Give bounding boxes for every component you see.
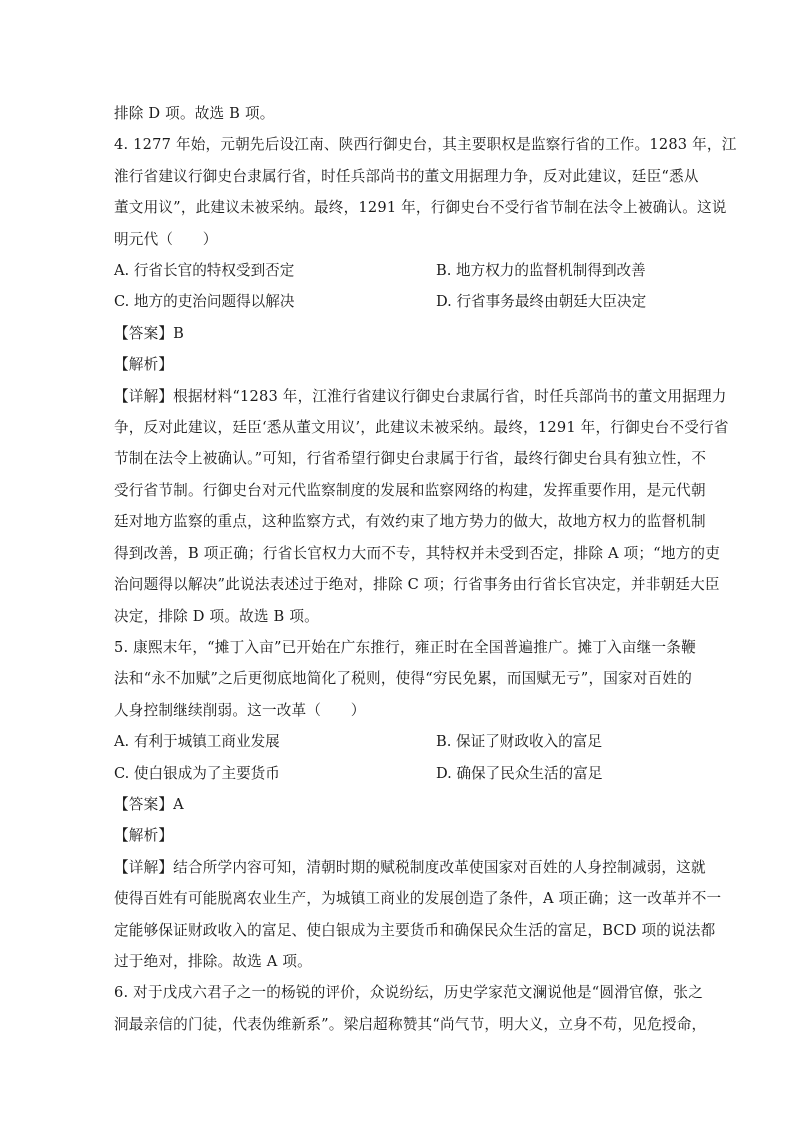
document-page [114, 98, 737, 1040]
q4-detail-line: 【详解】根据材料“1283 年，江淮行省建议行御史台隶属行省，时任兵部尚书的董文用据理力 [114, 387, 727, 405]
text-line: 排除 D 项。故选 B 项。 [114, 105, 275, 122]
q4-option-a: A. 行省长官的特权受到否定 [114, 262, 295, 280]
q5-answer: 【答案】A [114, 795, 184, 813]
q5-option-d: D. 确保了民众生活的富足 [436, 764, 603, 782]
q4-detail-line: 节制在法令上被确认。”可知，行省希望行御史台隶属于行省，最终行御史台具有独立性，不 [114, 450, 707, 468]
q4-detail-line: 得到改善，B 项正确；行省长官权力大而不专，其特权并未受到否定，排除 A 项；“地方的吏 [114, 544, 721, 562]
text-line: 淮行省建议行御史台隶属行省，时任兵部尚书的董文用据理力争，反对此建议，廷臣“悉从 [114, 167, 699, 185]
q4-option-d: D. 行省事务最终由朝廷大臣决定 [436, 293, 647, 311]
q5-option-c: C. 使白银成为了主要货币 [114, 764, 280, 782]
q5-option-b: B. 保证了财政收入的富足 [436, 733, 602, 751]
q5-option-a: A. 有利于城镇工商业发展 [114, 733, 280, 751]
q4-detail-line: 受行省节制。行御史台对元代监察制度的发展和监察网络的构建，发挥重要作用，是元代朝 [114, 481, 706, 499]
q4-detail-line: 廷对地方监察的重点，这种监察方式，有效约束了地方势力的做大，故地方权力的监督机制 [114, 513, 706, 531]
question-5-stem: 5. 康熙末年，“摊丁入亩”已开始在广东推行，雍正时在全国普遍推广。摊丁入亩继一条鞭 [114, 638, 696, 656]
text-line: 法和“永不加赋”之后更彻底地简化了税则，使得“穷民免累，而国赋无亏”，国家对百姓的 [114, 670, 693, 688]
question-4-stem: 4. 1277 年始，元朝先后设江南、陕西行御史台，其主要职权是监察行省的工作。1283 年，江 [114, 136, 737, 154]
q4-option-c: C. 地方的吏治问题得以解决 [114, 293, 295, 311]
text-line: 洞最亲信的门徒，代表伪维新系”。梁启超称赞其“尚气节，明大义，立身不苟，见危授命， [114, 1015, 707, 1033]
q4-answer: 【答案】B [114, 324, 185, 342]
text-line: 董文用议”，此建议未被采纳。最终，1291 年，行御史台不受行省节制在法令上被确认。这说 [114, 199, 727, 217]
q5-detail-line: 使得百姓有可能脱离农业生产，为城镇工商业的发展创造了条件，A 项正确；这一改革并不一 [114, 890, 722, 908]
q5-detail-line: 【详解】结合所学内容可知，清朝时期的赋税制度改革使国家对百姓的人身控制减弱，这就 [114, 858, 706, 876]
question-6-stem: 6. 对于戊戌六君子之一的杨锐的评价，众说纷纭，历史学家范文澜说他是“圆滑官僚，张之 [114, 984, 703, 1002]
q4-detail-line: 决定，排除 D 项。故选 B 项。 [114, 607, 319, 625]
q4-option-b: B. 地方权力的监督机制得到改善 [436, 262, 646, 280]
text-line: 人身控制继续削弱。这一改革（ ） [114, 701, 366, 719]
q5-analysis-heading: 【解析】 [114, 827, 174, 845]
q5-detail-line: 过于绝对，排除。故选 A 项。 [114, 952, 312, 970]
text-line: 明元代（ ） [114, 230, 218, 248]
q4-analysis-heading: 【解析】 [114, 356, 174, 374]
q5-detail-line: 定能够保证财政收入的富足、使白银成为主要货币和确保民众生活的富足，BCD 项的说法都 [114, 921, 716, 939]
q5-option-row [114, 758, 684, 789]
q5-option-row [114, 726, 684, 757]
q4-detail-line: 争，反对此建议，廷臣‘悉从董文用议’，此建议未被采纳。最终，1291 年，行御史台不受行省 [114, 419, 729, 437]
q4-detail-line: 治问题得以解决”此说法表述过于绝对，排除 C 项；行省事务由行省长官决定，并非朝廷大臣 [114, 576, 720, 594]
q4-option-row [114, 255, 684, 286]
q4-option-row [114, 286, 684, 317]
